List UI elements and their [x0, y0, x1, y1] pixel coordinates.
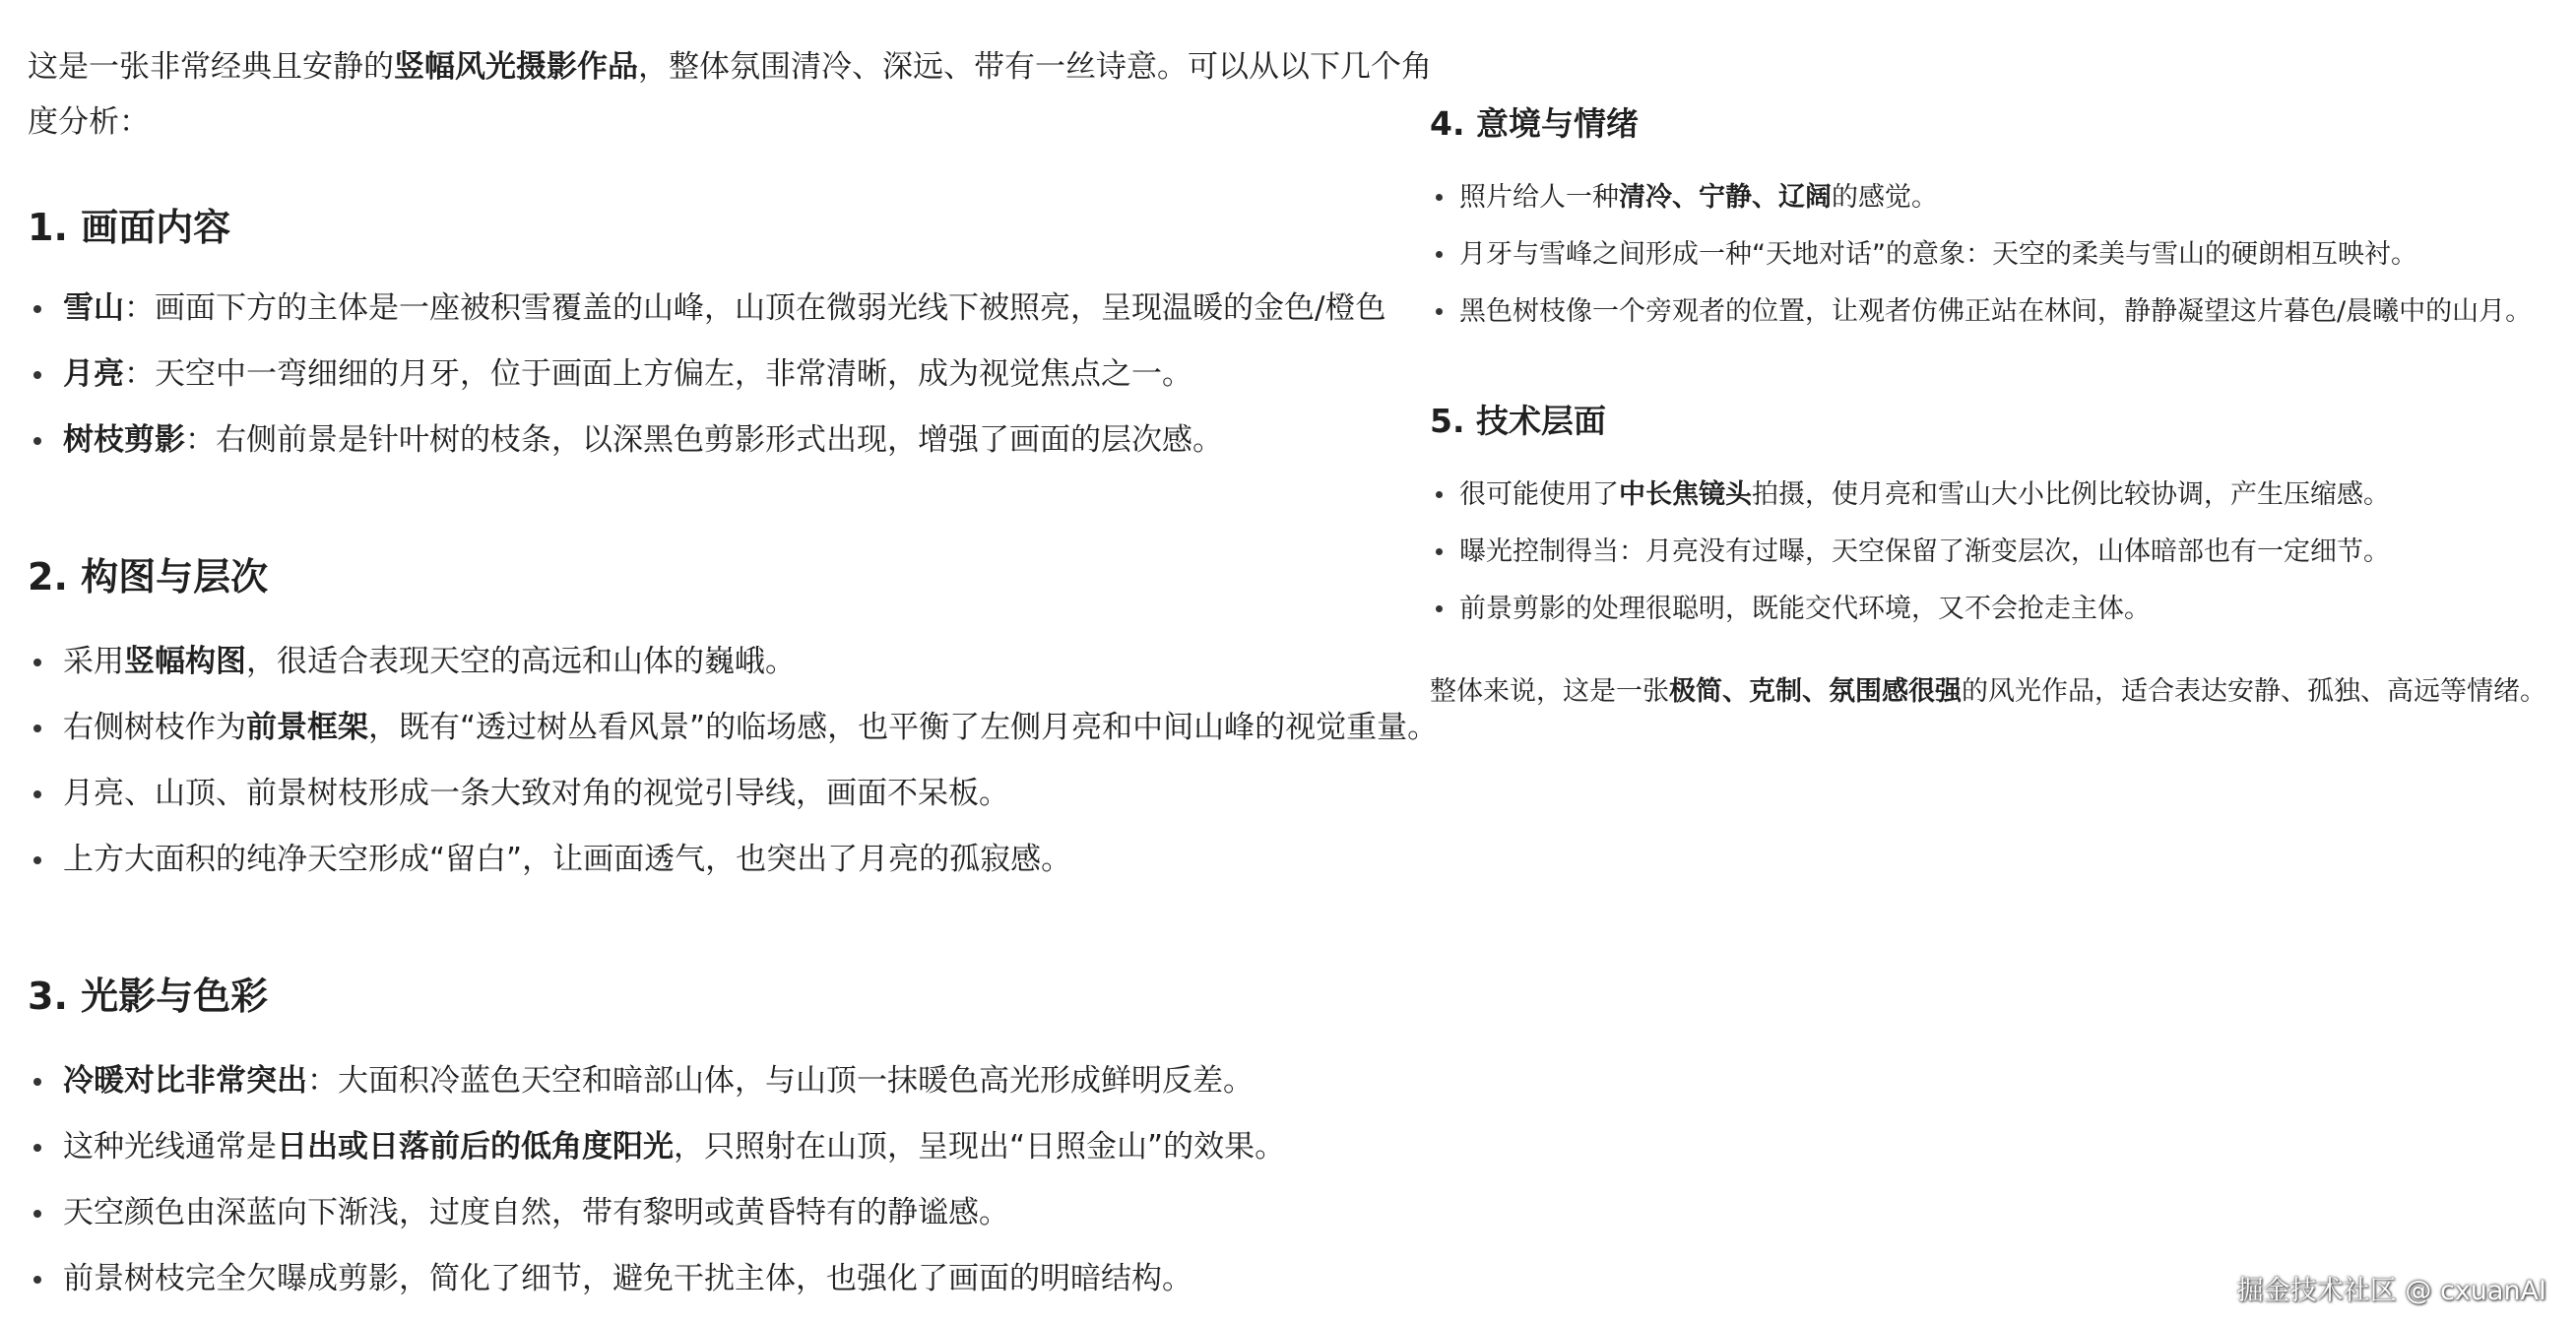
section-list — [1430, 467, 2562, 638]
list-item — [28, 761, 1446, 827]
list-item — [1430, 226, 2562, 284]
item-text: 曝光控制得当：月亮没有过曝，天空保留了渐变层次，山体暗部也有一定细节。 — [1459, 536, 2390, 567]
list-item — [1430, 467, 2562, 524]
item-text: ：画面下方的主体是一座被积雪覆盖的山峰，山顶在微弱光线下被照亮，呈现温暖的金色/橙色 — [124, 290, 1386, 326]
item-text: ：右侧前景是针叶树的枝条，以深黑色剪影形式出现，增强了画面的层次感。 — [185, 422, 1223, 458]
item-text: 照片给人一种 — [1459, 182, 1619, 213]
list-item — [28, 1246, 1446, 1312]
item-text: ，既有“透过树丛看风景”的临场感，也平衡了左侧月亮和中间山峰的视觉重量。 — [368, 710, 1439, 745]
item-bold: 竖幅构图 — [124, 644, 246, 679]
left-column — [28, 39, 1446, 1312]
item-bold: 月亮 — [63, 356, 124, 392]
list-item — [28, 629, 1446, 695]
intro-text: 度分析： — [28, 104, 150, 140]
item-text: ，很适合表现天空的高远和山体的巍峨。 — [246, 644, 796, 679]
item-text: 拍摄，使月亮和雪山大小比例比较协调，产生压缩感。 — [1752, 479, 2390, 510]
item-text: 的感觉。 — [1832, 182, 1938, 213]
item-bold: 中长焦镜头 — [1619, 479, 1752, 510]
summary-text: 整体来说，这是一张 — [1430, 676, 1669, 707]
item-bold: 前景框架 — [246, 710, 368, 745]
section-list — [28, 276, 1446, 473]
intro-text: ，整体氛围清冷、深远、带有一丝诗意。可以从以下几个角 — [638, 49, 1432, 85]
item-text: 这种光线通常是 — [63, 1129, 277, 1165]
section-list — [28, 1048, 1446, 1312]
item-text: 右侧树枝作为 — [63, 710, 246, 745]
intro-emphasis: 竖幅风光摄影作品 — [394, 49, 638, 85]
item-text: 前景剪影的处理很聪明，既能交代环境，又不会抢走主体。 — [1459, 594, 2151, 624]
item-text: ：天空中一弯细细的月牙，位于画面上方偏左，非常清晰，成为视觉焦点之一。 — [124, 356, 1192, 392]
item-bold: 冷暖对比非常突出 — [63, 1063, 307, 1099]
list-item — [28, 1114, 1446, 1180]
section-heading: 2. 构图与层次 — [28, 555, 269, 598]
section-heading: 4. 意境与情绪 — [1430, 104, 1639, 143]
summary-text: 的风光作品，适合表达安静、孤独、高远等情绪。 — [1962, 676, 2546, 707]
right-column — [1430, 98, 2562, 708]
section-list — [1430, 169, 2562, 341]
item-text: 月牙与雪峰之间形成一种“天地对话”的意象：天空的柔美与雪山的硬朗相互映衬。 — [1459, 239, 2417, 270]
section-heading: 1. 画面内容 — [28, 206, 231, 249]
section-list — [28, 629, 1446, 893]
item-bold: 清冷、宁静、辽阔 — [1619, 182, 1832, 213]
list-item — [1430, 524, 2562, 581]
item-text: 黑色树枝像一个旁观者的位置，让观者仿佛正站在林间，静静凝望这片暮色/晨曦中的山月。 — [1459, 296, 2533, 327]
intro-paragraph — [28, 39, 1446, 150]
item-text: ：大面积冷蓝色天空和暗部山体，与山顶一抹暖色高光形成鲜明反差。 — [307, 1063, 1254, 1099]
list-item — [28, 342, 1446, 408]
item-text: 前景树枝完全欠曝成剪影，简化了细节，避免干扰主体，也强化了画面的明暗结构。 — [63, 1261, 1192, 1296]
section-heading: 5. 技术层面 — [1430, 402, 1606, 440]
list-item — [28, 827, 1446, 893]
list-item — [28, 695, 1446, 761]
item-text: 月亮、山顶、前景树枝形成一条大致对角的视觉引导线，画面不呆板。 — [63, 776, 1009, 811]
list-item — [28, 276, 1446, 342]
list-item — [1430, 169, 2562, 226]
item-text: ，只照射在山顶，呈现出“日照金山”的效果。 — [674, 1129, 1286, 1165]
watermark: 掘金技术社区 @ cxuanAI — [2236, 1276, 2546, 1306]
summary-paragraph — [1430, 669, 2562, 708]
list-item — [28, 408, 1446, 473]
list-item — [28, 1180, 1446, 1246]
item-text: 天空颜色由深蓝向下渐浅，过度自然，带有黎明或黄昏特有的静谧感。 — [63, 1195, 1009, 1230]
list-item — [1430, 581, 2562, 638]
intro-text: 这是一张非常经典且安静的 — [28, 49, 394, 85]
item-text: 上方大面积的纯净天空形成“留白”，让画面透气，也突出了月亮的孤寂感。 — [63, 842, 1072, 877]
item-text: 采用 — [63, 644, 124, 679]
section-heading: 3. 光影与色彩 — [28, 975, 269, 1018]
list-item — [1430, 284, 2562, 341]
item-bold: 雪山 — [63, 290, 124, 326]
item-text: 很可能使用了 — [1459, 479, 1619, 510]
summary-bold: 极简、克制、氛围感很强 — [1669, 676, 1962, 707]
item-bold: 日出或日落前后的低角度阳光 — [277, 1129, 674, 1165]
item-bold: 树枝剪影 — [63, 422, 185, 458]
list-item — [28, 1048, 1446, 1114]
